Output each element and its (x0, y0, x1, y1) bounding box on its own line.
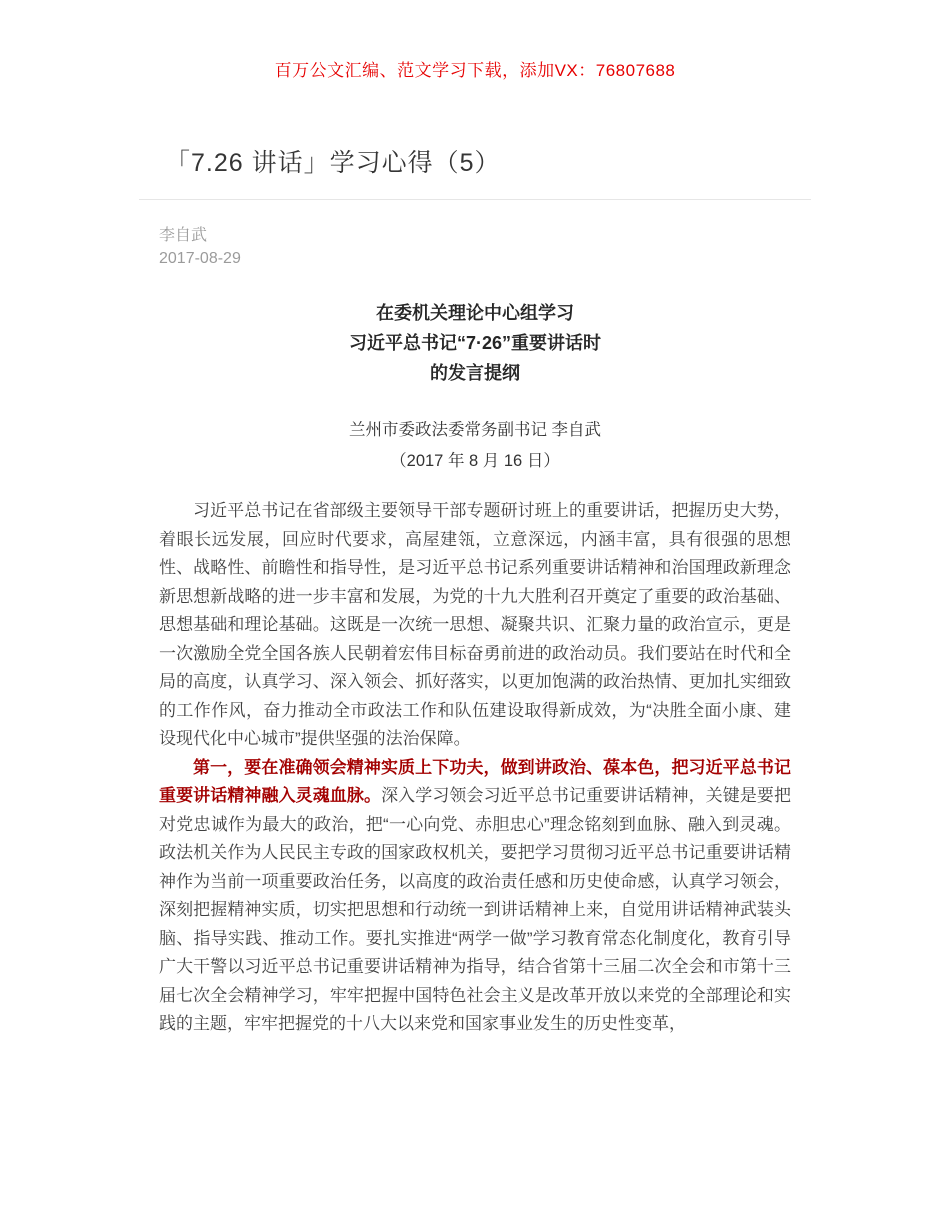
heading-line-3: 的发言提纲 (430, 363, 520, 383)
publish-date: 2017-08-29 (159, 250, 241, 267)
paragraph-2-text: 深入学习领会习近平总书记重要讲话精神，关键是要把对党忠诚作为最大的政治，把“一心向党、赤胆忠心”理念铭刻到血脉、融入到灵魂。政法机关作为人民民主专政的国家政权机关，要把学习贯彻习近平总书记重要讲话精神作为当前一项重要政治任务，以高度的政治责任感和历史使命感，认真学习领会，深刻把握精神实质，切实把思想和行动统一到讲话精神上来，自觉用讲话精神武装头脑、指导实践、推动工作。要扎实推进“两学一做”学习教育常态化制度化，教育引导广大干警以习近平总书记重要讲话精神为指导，结合省第十三届二次全会和市第十三届七次全会精神学习，牢牢把握中国特色社会主义是改革开放以来党的全部理论和实践的主题，牢牢把握党的十八大以来党和国家事业发生的历史性变革， (159, 786, 792, 1033)
heading-line-2: 习近平总书记“7·26”重要讲话时 (348, 333, 602, 353)
article-content (159, 143, 791, 1099)
article-body (159, 497, 791, 1099)
heading-line-1: 在委机关理论中心组学习 (376, 303, 574, 323)
paragraph-2-lead: 第一，要在准确领会精神实质上下功夫，做到讲政治、葆本色，把习近平总书记重要讲话精神融入灵魂血脉。 (159, 757, 791, 805)
title-divider (139, 199, 811, 200)
paragraph-1-text: 习近平总书记在省部级主要领导干部专题研讨班上的重要讲话，把握历史大势，着眼长远发展，回应时代要求，高屋建瓴，立意深远，内涵丰富，具有很强的思想性、战略性、前瞻性和指导性，是习近平总书记系列重要讲话精神和治国理政新理念新思想新战略的进一步丰富和发展，为党的十九大胜利召开奠定了重要的政治基础、思想基础和理论基础。这既是一次统一思想、凝聚共识、汇聚力量的政治宣示，更是一次激励全党全国各族人民朝着宏伟目标奋勇前进的政治动员。我们要站在时代和全局的高度，认真学习、深入领会、抓好落实，以更加饱满的政治热情、更加扎实细致的工作作风，奋力推动全市政法工作和队伍建设取得新成效，为“决胜全面小康、建设现代化中心城市”提供坚强的法治保障。 (159, 501, 791, 748)
document-heading (159, 298, 791, 388)
paragraph-2 (159, 754, 791, 1039)
page-title: 「7.26 讲话」学习心得（5） (165, 149, 501, 177)
promo-banner: 百万公文汇编、范文学习下载，添加VX：76807688 (274, 61, 676, 80)
byline: 兰州市委政法委常务副书记 李自武 (348, 421, 602, 439)
document-date: （2017 年 8 月 16 日） (390, 452, 560, 470)
author-name: 李自武 (159, 227, 208, 244)
paragraph-1 (159, 497, 791, 754)
